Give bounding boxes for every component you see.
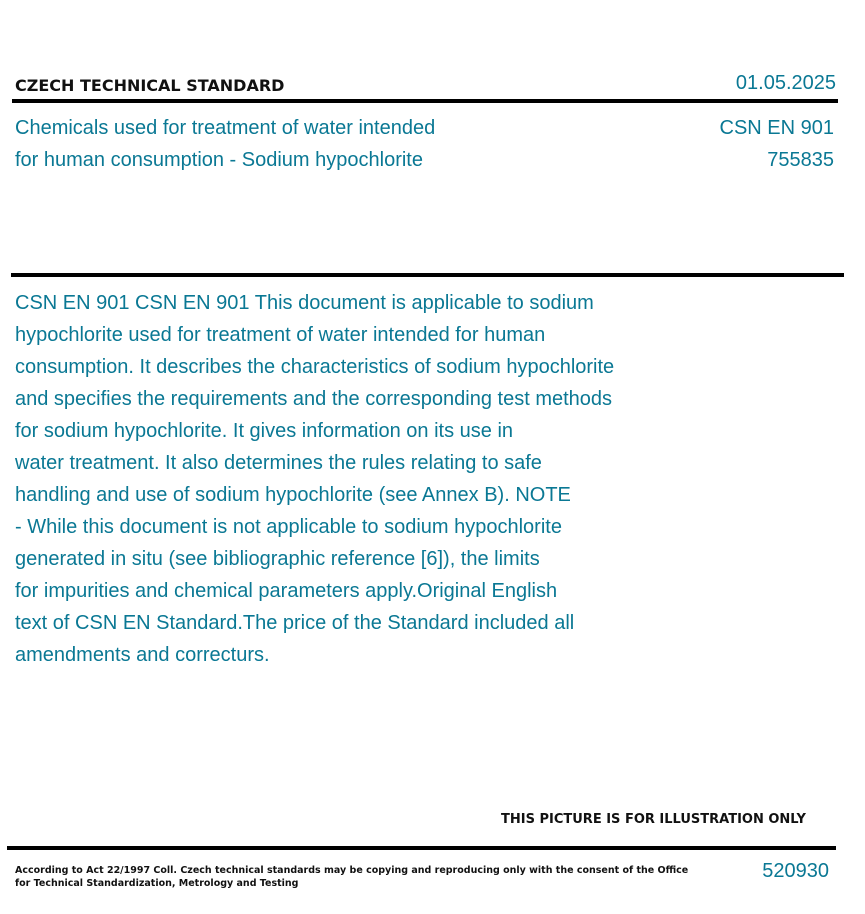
illustration-disclaimer: THIS PICTURE IS FOR ILLUSTRATION ONLY	[501, 812, 806, 827]
description-line: text of CSN EN Standard.The price of the Standard included all	[15, 612, 575, 634]
description-line: amendments and correcturs.	[15, 644, 270, 666]
description-line: generated in situ (see bibliographic reference [6]), the limits	[15, 548, 540, 570]
title-divider	[11, 273, 844, 277]
description-line: water treatment. It also determines the rules relating to safe	[15, 452, 542, 474]
document-type-heading: CZECH TECHNICAL STANDARD	[15, 76, 285, 95]
footer-divider	[7, 846, 836, 850]
description-line: handling and use of sodium hypochlorite (see Annex B). NOTE	[15, 484, 571, 506]
copyright-notice	[15, 864, 688, 890]
copyright-notice-line-1: According to Act 22/1997 Coll. Czech technical standards may be copying and reproducing only with the consent of the Office	[15, 865, 689, 876]
description-line: - While this document is not applicable to sodium hypochlorite	[15, 516, 562, 538]
description-line: hypochlorite used for treatment of water intended for human	[15, 324, 546, 346]
description-line: CSN EN 901 CSN EN 901 This document is applicable to sodium	[15, 292, 594, 314]
description-line: and specifies the requirements and the corresponding test methods	[15, 388, 613, 410]
standard-code: CSN EN 901	[719, 117, 834, 139]
standard-description	[15, 287, 665, 671]
description-line: consumption. It describes the characteristics of sodium hypochlorite	[15, 356, 615, 378]
header-divider	[12, 99, 838, 103]
description-line: for impurities and chemical parameters apply.Original English	[15, 580, 558, 602]
copyright-notice-line-2: for Technical Standardization, Metrology and Testing	[15, 878, 299, 889]
publication-date: 01.05.2025	[735, 72, 836, 94]
classification-number: 755835	[767, 149, 834, 171]
standard-title-line-2: for human consumption - Sodium hypochlorite	[15, 149, 423, 171]
description-line: for sodium hypochlorite. It gives information on its use in	[15, 420, 514, 442]
standard-title-line-1: Chemicals used for treatment of water intended	[15, 117, 436, 139]
footer-reference-number: 520930	[762, 860, 829, 882]
